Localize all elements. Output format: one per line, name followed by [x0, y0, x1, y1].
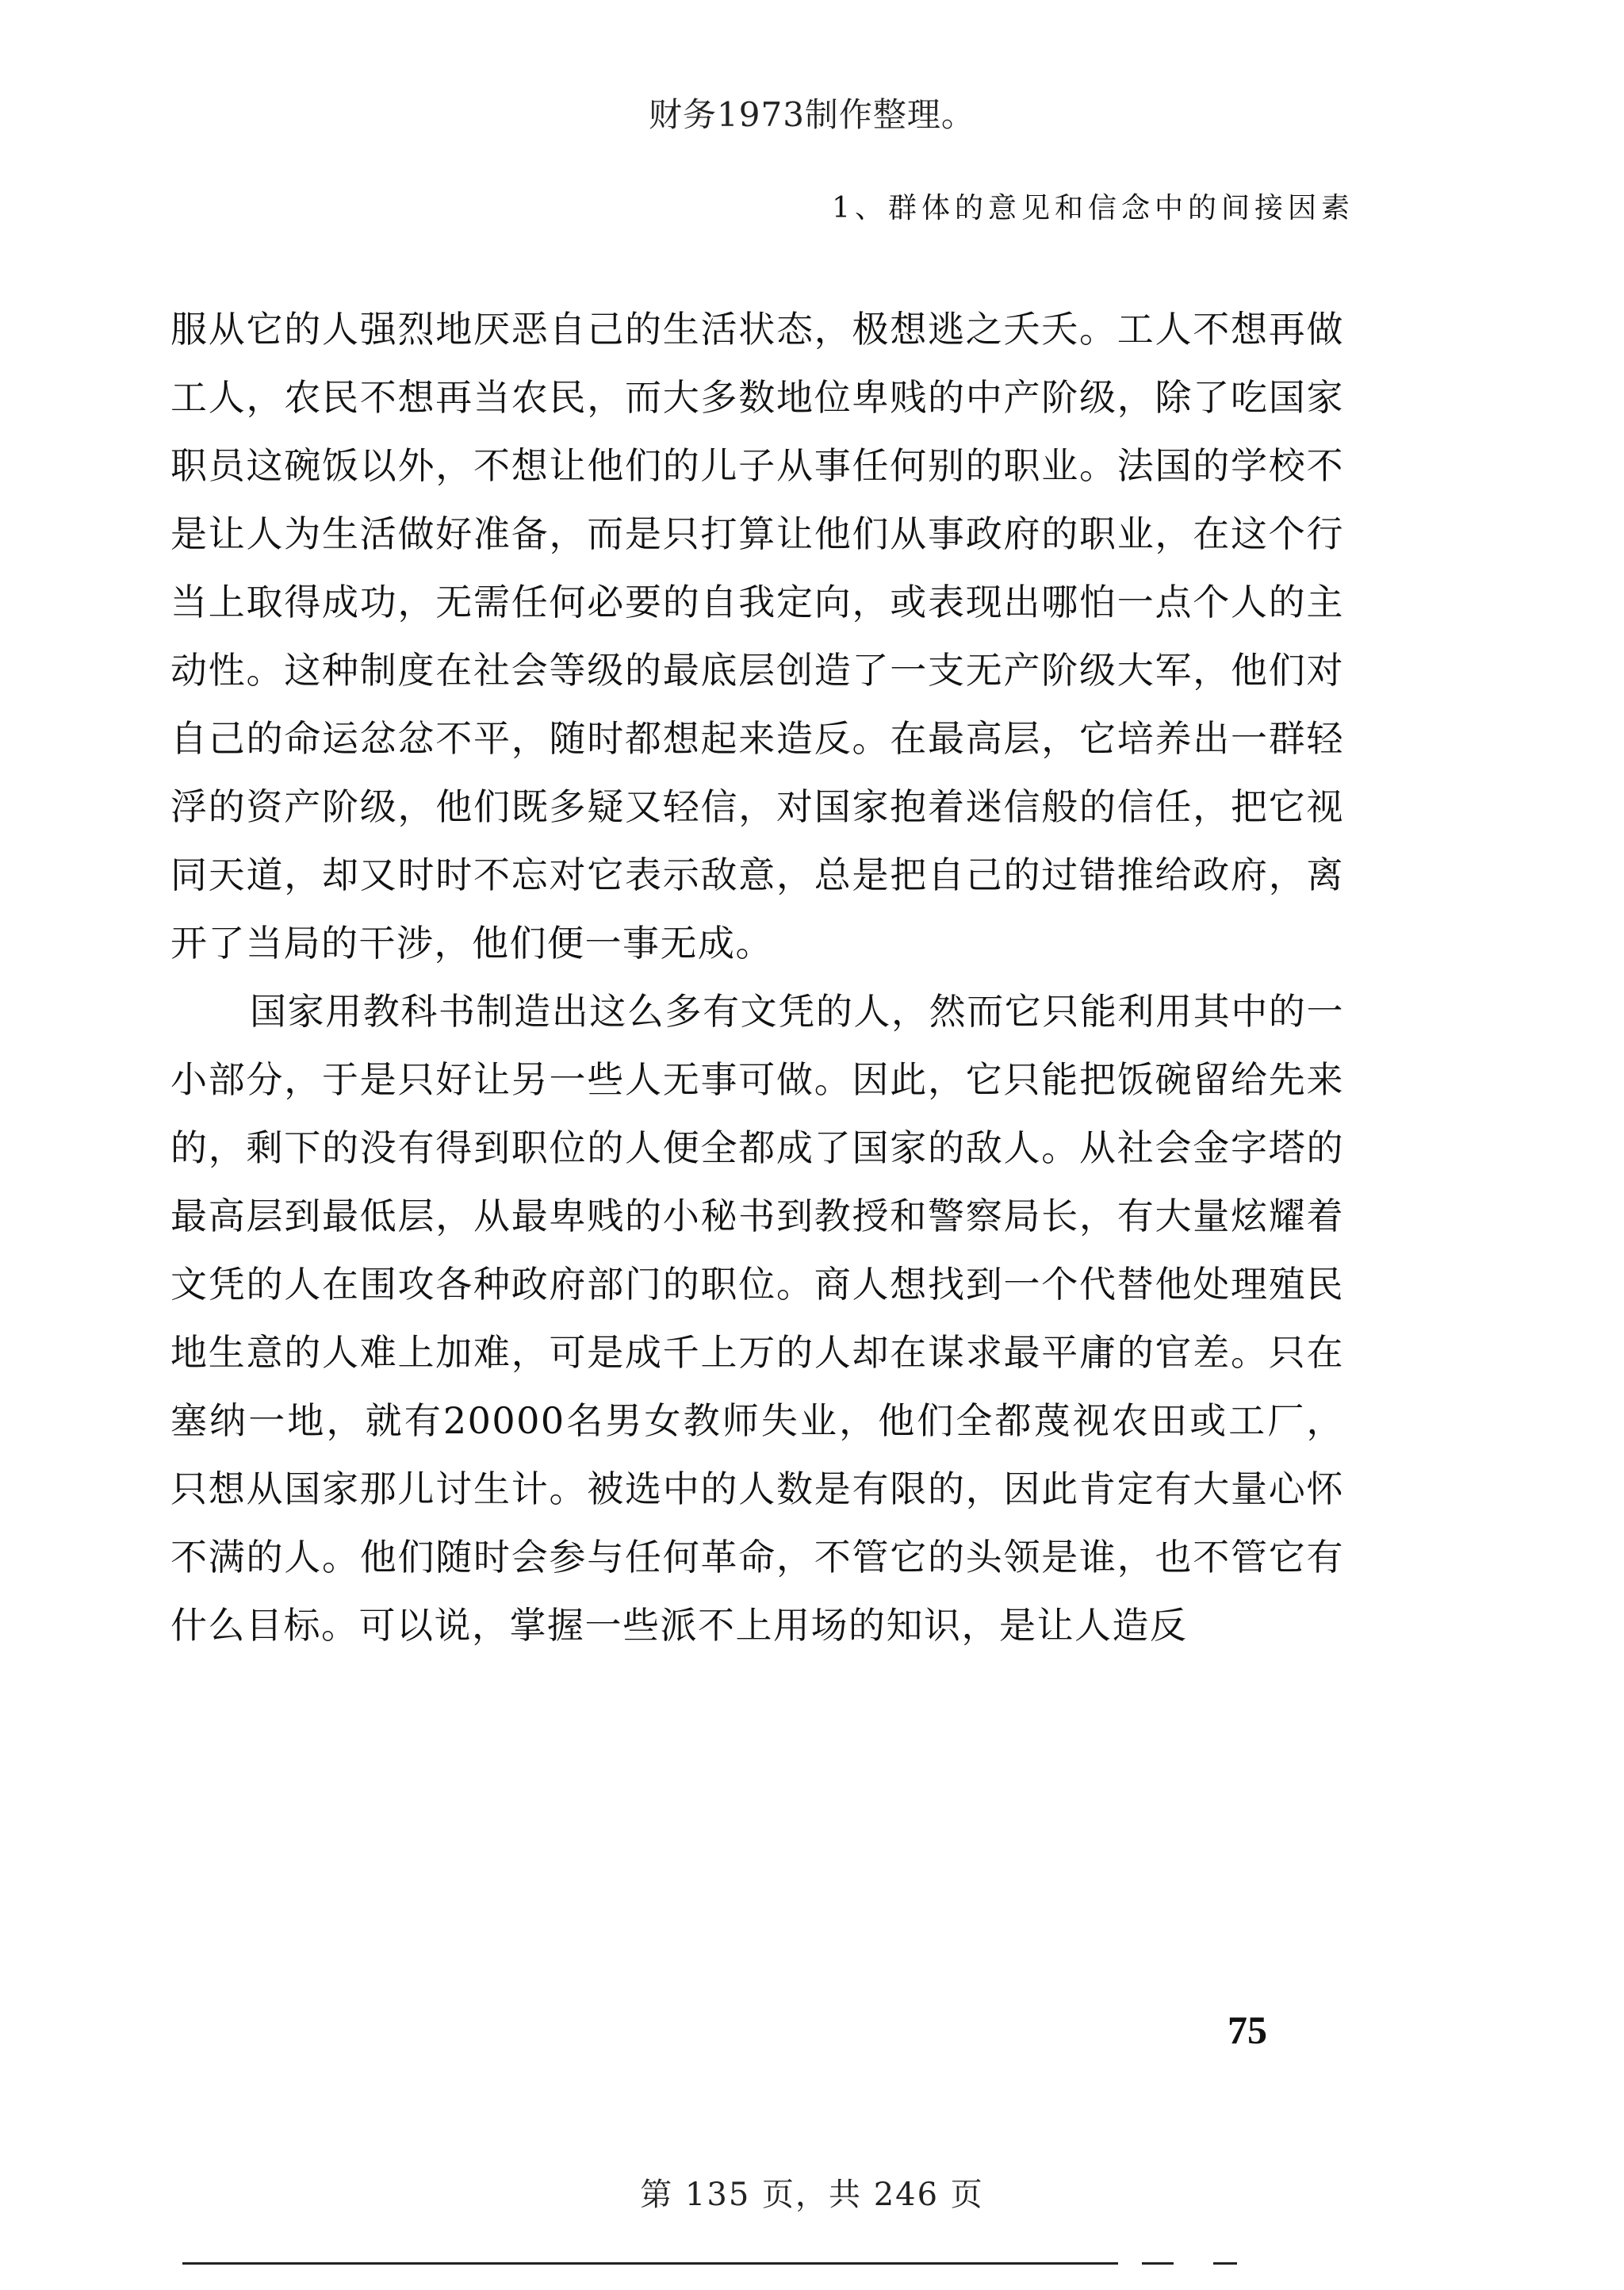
paragraph: 服从它的人强烈地厌恶自己的生活状态，极想逃之夭夭。工人不想再做工人，农民不想再当农民，而大多数地位卑贱的中产阶级，除了吃国家职员这碗饭以外，不想让他们的儿子从事任何别的职业。法国的学校不是让人为生活做好准备，而是只打算让他们从事政府的职业，在这个行当上取得成功，无需任何必要的自我定向，或表现出哪怕一点个人的主动性。这种制度在社会等级的最底层创造了一支无产阶级大军，他们对自己的命运忿忿不平，随时都想起来造反。在最高层，它培养出一群轻浮的资产阶级，他们既多疑又轻信，对国家抱着迷信般的信任，把它视同天道，却又时时不忘对它表示敌意，总是把自己的过错推给政府，离开了当局的干涉，他们便一事无成。	[170, 308, 1344, 965]
scan-line-divider	[1142, 2262, 1174, 2265]
paragraph: 国家用教科书制造出这么多有文凭的人，然而它只能利用其中的一小部分，于是只好让另一些人无事可做。因此，它只能把饭碗留给先来的，剩下的没有得到职位的人便全都成了国家的敌人。从社会金字塔的最高层到最低层，从最卑贱的小秘书到教授和警察局长，有大量炫耀着文凭的人在围攻各种政府部门的职位。商人想找到一个代替他处理殖民地生意的人难上加难，可是成千上万的人却在谋求最平庸的官差。只在塞纳一地，就有20000名男女教师失业，他们全都蔑视农田或工厂，只想从国家那儿讨生计。被选中的人数是有限的，因此肯定有大量心怀不满的人。他们随时会参与任何革命，不管它的头领是谁，也不管它有什么目标。可以说，掌握一些派不上用场的知识，是让人造反	[170, 990, 1344, 1647]
scan-line-divider	[1213, 2262, 1237, 2265]
watermark-text: 财务1973制作整理。	[649, 95, 975, 134]
scan-line-divider	[182, 2262, 1118, 2265]
page-footer: 第 135 页，共 246 页	[640, 2177, 984, 2213]
body-text	[170, 295, 1344, 1659]
page-number: 75	[1228, 2008, 1267, 2052]
running-head: 1、群体的意见和信念中的间接因素	[832, 192, 1354, 224]
